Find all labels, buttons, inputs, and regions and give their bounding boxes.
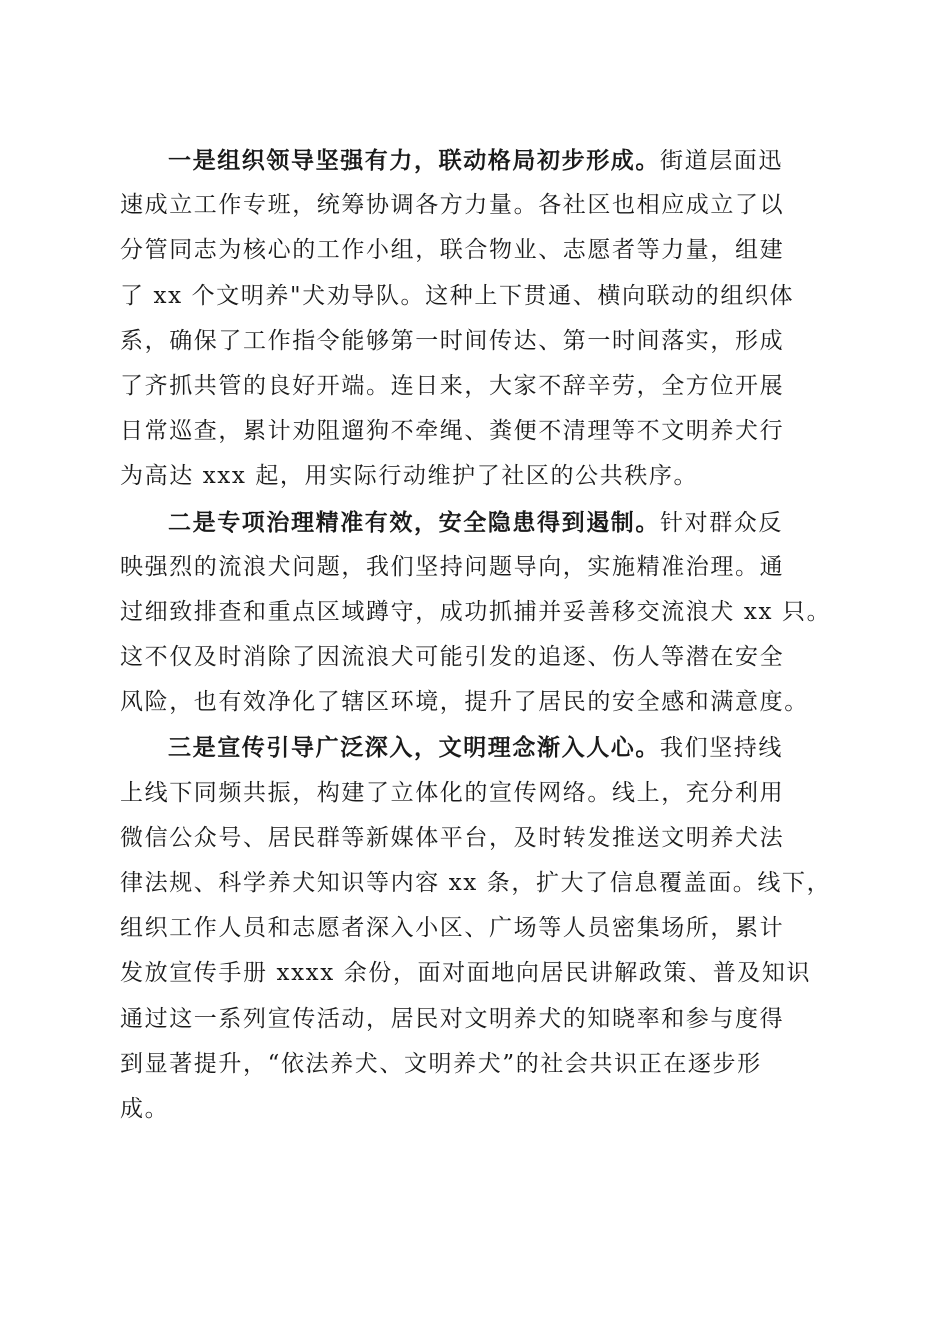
paragraph-line: 这不仅及时消除了因流浪犬可能引发的追逐、伤人等潜在安全 — [120, 644, 785, 671]
paragraph-line: 日常巡查，累计劝阻遛狗不牵绳、粪便不清理等不文明养犬行 — [120, 418, 785, 445]
paragraph-line: 发放宣传手册 xxxx 余份，面对面地向居民讲解政策、普及知识 — [120, 960, 812, 987]
paragraph-text: 街道层面迅 — [660, 148, 783, 174]
paragraph-line: 组织工作人员和志愿者深入小区、广场等人员密集场所，累计 — [120, 915, 785, 942]
paragraph-line: 上线下同频共振，构建了立体化的宣传网络。线上，充分利用 — [120, 779, 785, 806]
paragraph-special-treatment — [120, 500, 830, 726]
paragraph-line: 映强烈的流浪犬问题，我们坚持问题导向，实施精准治理。通 — [120, 553, 785, 580]
paragraph-text: 针对群众反 — [660, 509, 783, 536]
paragraph-line: 微信公众号、居民群等新媒体平台，及时转发推送文明养犬法 — [120, 824, 785, 851]
paragraph-publicity — [120, 725, 830, 1132]
paragraph-line: 速成立工作专班，统筹协调各方力量。各社区也相应成立了以 — [120, 192, 785, 219]
paragraph-first-line — [120, 725, 830, 770]
paragraph-heading: 三是宣传引导广泛深入，文明理念渐入人心。 — [168, 734, 660, 762]
document-body — [120, 138, 830, 1132]
paragraph-line: 成。 — [120, 1095, 170, 1122]
paragraph-first-line — [120, 500, 830, 545]
paragraph-line: 到显著提升，“依法养犬、文明养犬”的社会共识正在逐步形 — [120, 1050, 762, 1077]
paragraph-heading: 二是专项治理精准有效，安全隐患得到遏制。 — [168, 508, 660, 536]
paragraph-line: 通过这一系列宣传活动，居民对文明养犬的知晓率和参与度得 — [120, 1005, 785, 1032]
paragraph-line: 为高达 xxx 起，用实际行动维护了社区的公共秩序。 — [120, 463, 699, 490]
paragraph-heading: 一是组织领导坚强有力，联动格局初步形成。 — [168, 147, 660, 174]
paragraph-line: 系，确保了工作指令能够第一时间传达、第一时间落实，形成 — [120, 327, 785, 354]
paragraph-line: 过细致排查和重点区域蹲守，成功抓捕并妥善移交流浪犬 xx 只。 — [120, 598, 832, 625]
paragraph-line: 律法规、科学养犬知识等内容 xx 条，扩大了信息覆盖面。线下， — [120, 870, 832, 896]
paragraph-line: 分管同志为核心的工作小组，联合物业、志愿者等力量，组建 — [120, 237, 785, 264]
paragraph-line: 了 xx 个文明养"犬劝导队。这种上下贯通、横向联动的组织体 — [120, 282, 795, 309]
paragraph-first-line — [120, 138, 830, 183]
paragraph-organization — [120, 138, 830, 500]
paragraph-text: 我们坚持线 — [660, 735, 783, 762]
paragraph-line: 了齐抓共管的良好开端。连日来，大家不辞辛劳，全方位开展 — [120, 372, 785, 399]
paragraph-line: 风险，也有效净化了辖区环境，提升了居民的安全感和满意度。 — [120, 689, 809, 716]
